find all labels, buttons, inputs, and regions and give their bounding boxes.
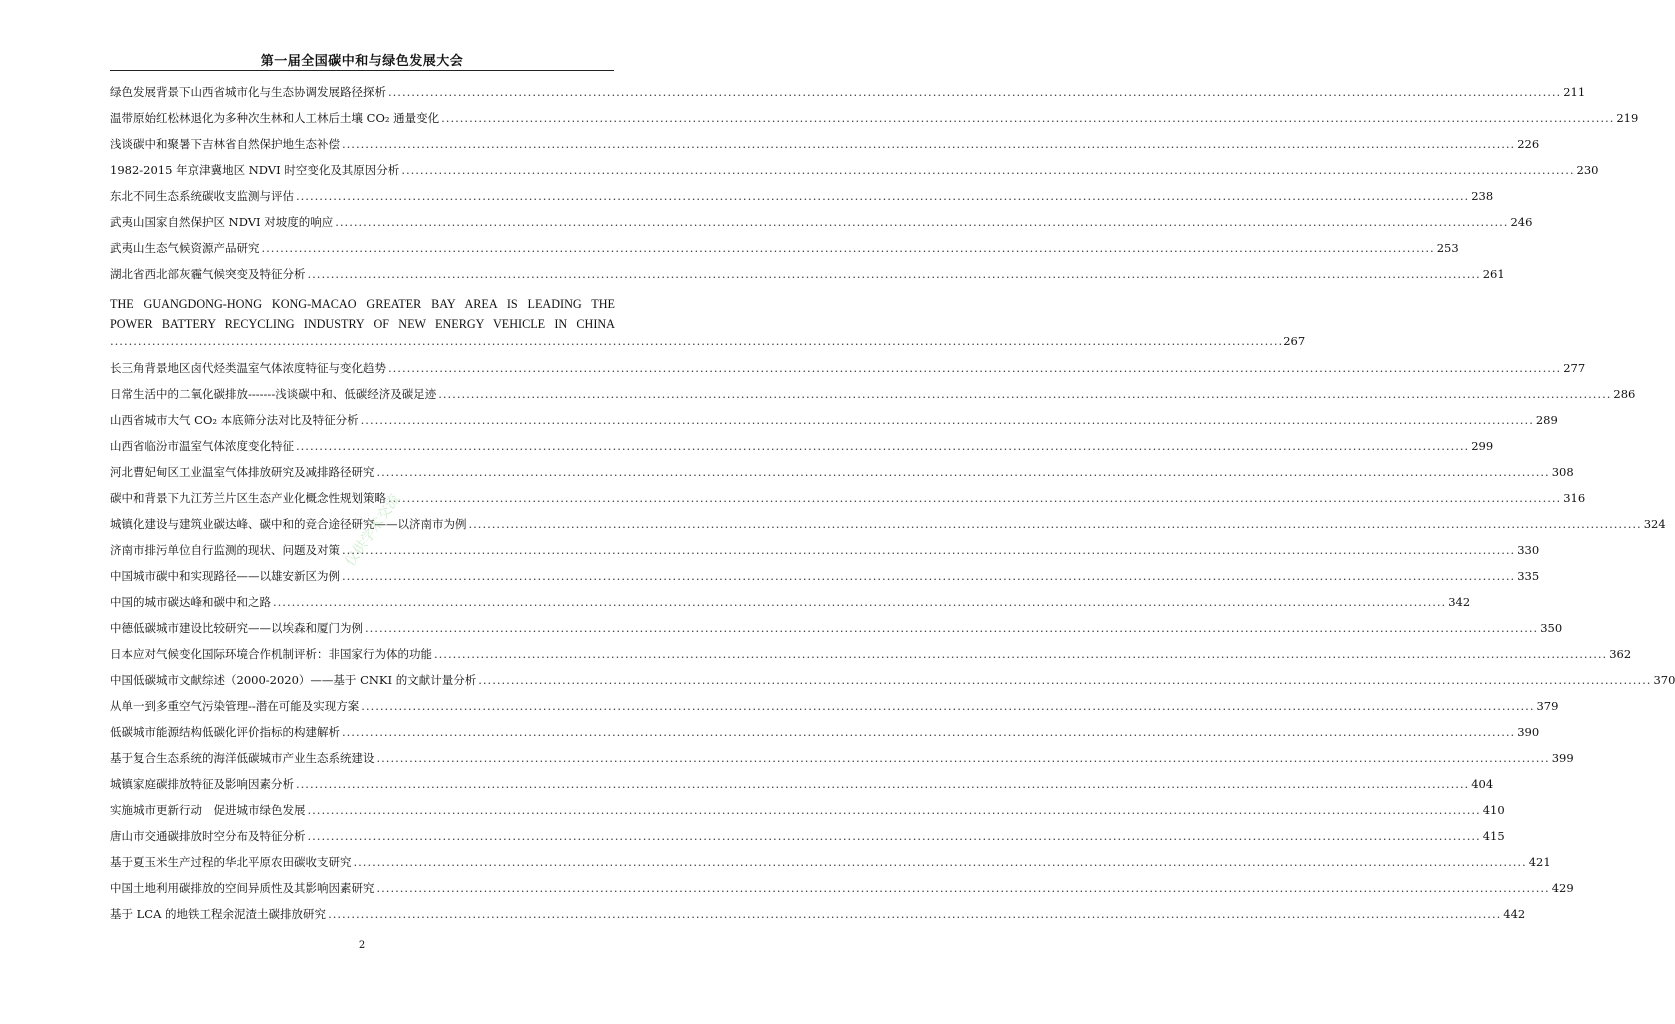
- toc-entry[interactable]: [110, 672, 1675, 698]
- page-ref: 442: [1503, 907, 1526, 921]
- watermark: 仅供学术交流: [342, 491, 404, 570]
- dot-leader: [296, 439, 1469, 453]
- page-ref: 330: [1517, 543, 1540, 557]
- dot-leader: [377, 751, 1550, 765]
- entry-title: 济南市排污单位自行监测的现状、问题及对策: [110, 543, 340, 557]
- entry-title: 基于夏玉米生产过程的华北平原农田碳收支研究: [110, 855, 352, 869]
- entry-title: 日常生活中的二氧化碳排放-------浅谈碳中和、低碳经济及碳足迹: [110, 387, 437, 401]
- page-ref: 286: [1613, 387, 1636, 401]
- toc-entry[interactable]: [110, 568, 1540, 594]
- page-ref: 324: [1643, 517, 1666, 531]
- toc-entry[interactable]: [110, 750, 1574, 776]
- toc-entry[interactable]: [110, 594, 1471, 620]
- toc-entry-english[interactable]: [110, 292, 1306, 360]
- toc-entry[interactable]: [110, 698, 1559, 724]
- dot-leader: [469, 517, 1642, 531]
- dot-leader: [354, 855, 1527, 869]
- dot-leader: [308, 829, 1481, 843]
- running-header: 第一届全国碳中和与绿色发展大会: [260, 54, 464, 69]
- dot-leader: [361, 413, 1534, 427]
- entry-title: 唐山市交通碳排放时空分布及特征分析: [110, 829, 306, 843]
- dot-leader: [361, 699, 1534, 713]
- entry-title: 长三角背景地区卤代烃类温室气体浓度特征与变化趋势: [110, 361, 386, 375]
- page-ref: 379: [1536, 699, 1559, 713]
- header-rule: [110, 70, 614, 71]
- dot-leader: [434, 647, 1607, 661]
- page-ref: 429: [1551, 881, 1574, 895]
- page-ref: 226: [1517, 137, 1540, 151]
- dot-leader: [342, 137, 1515, 151]
- toc-entry[interactable]: [110, 412, 1558, 438]
- entry-title: 城镇化建设与建筑业碳达峰、碳中和的竞合途径研究——以济南市为例: [110, 517, 467, 531]
- toc-entry[interactable]: [110, 188, 1494, 214]
- page-ref: 370: [1653, 673, 1675, 687]
- entry-title: 碳中和背景下九江芳兰片区生态产业化概念性规划策略: [110, 491, 386, 505]
- page-ref: 421: [1528, 855, 1551, 869]
- page-ref: 335: [1517, 569, 1540, 583]
- entry-title: 中国的城市碳达峰和碳中和之路: [110, 595, 271, 609]
- dot-leader: [110, 334, 1283, 348]
- toc-entry[interactable]: [110, 620, 1563, 646]
- page-ref: 350: [1540, 621, 1563, 635]
- english-title-line-2: POWER BATTERY RECYCLING INDUSTRY OF NEW ENERGY VEHICLE IN CHINA: [110, 317, 615, 331]
- page-ref: 415: [1482, 829, 1505, 843]
- toc-entry[interactable]: [110, 110, 1639, 136]
- entry-title: 中德低碳城市建设比较研究——以埃森和厦门为例: [110, 621, 363, 635]
- dot-leader: [335, 215, 1508, 229]
- page-ref: 230: [1576, 163, 1599, 177]
- entry-title: 温带原始红松林退化为多种次生林和人工林后土壤 CO₂ 通量变化: [110, 111, 440, 125]
- toc-entry[interactable]: [110, 84, 1586, 110]
- page-ref: 267: [1283, 334, 1306, 348]
- toc-entry[interactable]: [110, 854, 1551, 880]
- entry-title: 1982-2015 年京津冀地区 NDVI 时空变化及其原因分析: [110, 163, 400, 177]
- dot-leader: [377, 465, 1550, 479]
- entry-title: 日本应对气候变化国际环境合作机制评析：非国家行为体的功能: [110, 647, 432, 661]
- toc-entry[interactable]: [110, 266, 1505, 292]
- entry-title: 河北曹妃甸区工业温室气体排放研究及减排路径研究: [110, 465, 375, 479]
- dot-leader: [441, 111, 1614, 125]
- entry-title: 山西省城市大气 CO₂ 本底筛分法对比及特征分析: [110, 413, 359, 427]
- entry-title: 实施城市更新行动 促进城市绿色发展: [110, 803, 306, 817]
- page-ref: 308: [1551, 465, 1574, 479]
- toc-entry[interactable]: [110, 646, 1632, 672]
- dot-leader: [262, 241, 1435, 255]
- dot-leader: [342, 725, 1515, 739]
- toc-entry[interactable]: [110, 136, 1540, 162]
- toc-entry[interactable]: [110, 214, 1533, 240]
- english-title-line-1: THE GUANGDONG-HONG KONG-MACAO GREATER BAY AREA IS LEADING THE: [110, 297, 615, 311]
- page-ref: 253: [1436, 241, 1459, 255]
- page-ref: 219: [1616, 111, 1639, 125]
- page-ref: 399: [1551, 751, 1574, 765]
- dot-leader: [342, 543, 1515, 557]
- dot-leader: [388, 361, 1561, 375]
- dot-leader: [342, 569, 1515, 583]
- entry-title: 从单一到多重空气污染管理--潜在可能及实现方案: [110, 699, 360, 713]
- dot-leader: [388, 85, 1561, 99]
- dot-leader: [328, 907, 1501, 921]
- toc-entry[interactable]: [110, 880, 1574, 906]
- dot-leader: [438, 387, 1611, 401]
- toc-entry[interactable]: [110, 776, 1494, 802]
- toc-entry[interactable]: [110, 464, 1574, 490]
- page-number: 2: [358, 940, 366, 951]
- entry-title: 中国土地利用碳排放的空间异质性及其影响因素研究: [110, 881, 375, 895]
- toc-entry[interactable]: [110, 240, 1459, 266]
- entry-title: 武夷山国家自然保护区 NDVI 对坡度的响应: [110, 215, 334, 229]
- entry-title: 山西省临汾市温室气体浓度变化特征: [110, 439, 294, 453]
- toc-entry[interactable]: [110, 360, 1586, 386]
- dot-leader: [308, 267, 1481, 281]
- toc-entry[interactable]: [110, 386, 1636, 412]
- table-of-contents: [110, 84, 1675, 932]
- toc-entry[interactable]: [110, 724, 1540, 750]
- toc-entries-top: [110, 84, 1639, 292]
- dot-leader: [296, 777, 1469, 791]
- toc-entry[interactable]: [110, 828, 1505, 854]
- english-entry-leader-line: [110, 334, 1306, 360]
- entry-title: 绿色发展背景下山西省城市化与生态协调发展路径探析: [110, 85, 386, 99]
- page-ref: 261: [1482, 267, 1505, 281]
- entry-title: 城镇家庭碳排放特征及影响因素分析: [110, 777, 294, 791]
- dot-leader: [401, 163, 1574, 177]
- entry-title: 中国低碳城市文献综述（2000-2020）——基于 CNKI 的文献计量分析: [110, 673, 477, 687]
- page-ref: 246: [1510, 215, 1533, 229]
- page-ref: 211: [1563, 85, 1586, 99]
- page-ref: 238: [1471, 189, 1494, 203]
- page-ref: 277: [1563, 361, 1586, 375]
- entry-title: 低碳城市能源结构低碳化评价指标的构建解析: [110, 725, 340, 739]
- entry-title: 东北不同生态系统碳收支监测与评估: [110, 189, 294, 203]
- entry-title: 中国城市碳中和实现路径——以雄安新区为例: [110, 569, 340, 583]
- page-ref: 362: [1609, 647, 1632, 661]
- entry-title: 湖北省西北部灰霾气候突变及特征分析: [110, 267, 306, 281]
- toc-entry[interactable]: [110, 802, 1505, 828]
- page-ref: 410: [1482, 803, 1505, 817]
- dot-leader: [273, 595, 1446, 609]
- page-ref: 404: [1471, 777, 1494, 791]
- page-ref: 390: [1517, 725, 1540, 739]
- entry-title: 基于复合生态系统的海洋低碳城市产业生态系统建设: [110, 751, 375, 765]
- dot-leader: [478, 673, 1651, 687]
- entry-title: 武夷山生态气候资源产品研究: [110, 241, 260, 255]
- toc-entry[interactable]: [110, 490, 1586, 516]
- page-ref: 299: [1471, 439, 1494, 453]
- page-ref: 289: [1535, 413, 1558, 427]
- dot-leader: [296, 189, 1469, 203]
- dot-leader: [365, 621, 1538, 635]
- toc-entry[interactable]: [110, 438, 1494, 464]
- page-ref: 342: [1448, 595, 1471, 609]
- toc-entries-bottom: [110, 360, 1675, 932]
- entry-title: 基于 LCA 的地铁工程余泥渣土碳排放研究: [110, 907, 327, 921]
- page-ref: 316: [1563, 491, 1586, 505]
- dot-leader: [308, 803, 1481, 817]
- dot-leader: [388, 491, 1561, 505]
- entry-title: 浅谈碳中和聚暑下吉林省自然保护地生态补偿: [110, 137, 340, 151]
- toc-entry[interactable]: [110, 906, 1526, 932]
- toc-entry[interactable]: [110, 162, 1599, 188]
- dot-leader: [377, 881, 1550, 895]
